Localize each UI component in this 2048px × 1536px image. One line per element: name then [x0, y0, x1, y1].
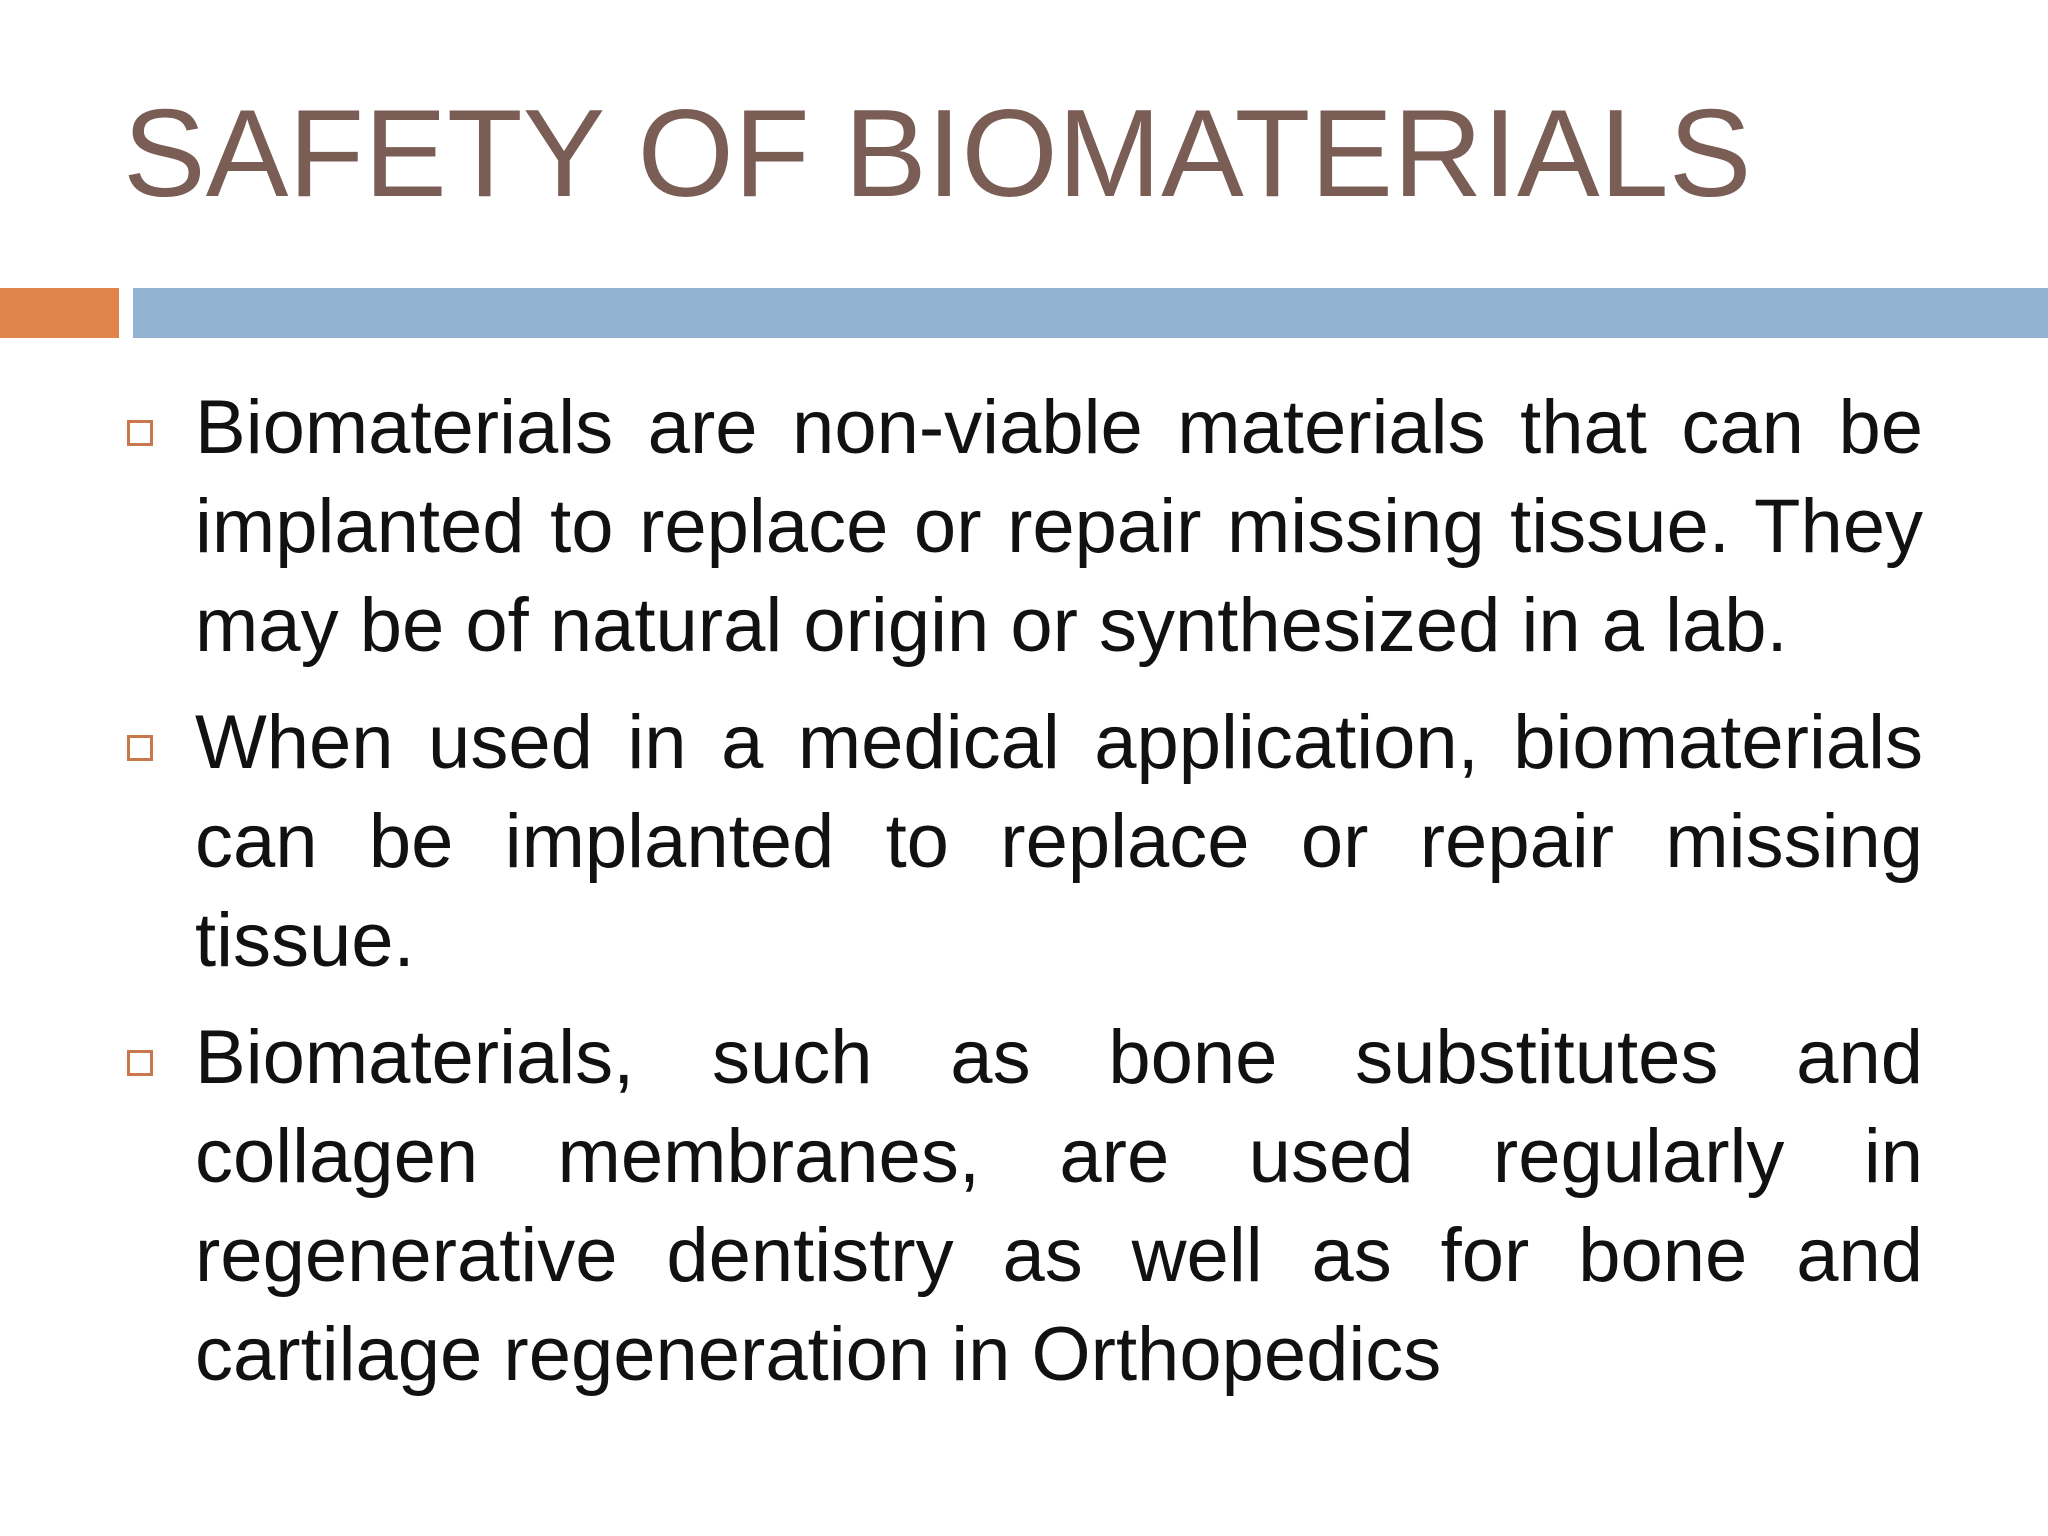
- bullet-text: Biomaterials are non-viable materials that can be implanted to replace or repair missing tissue. They may be of natural origin or synthesized in a lab.: [195, 385, 1923, 668]
- square-bullet-icon: [127, 735, 153, 761]
- bullet-item: [123, 1008, 1923, 1404]
- square-bullet-icon: [127, 1050, 153, 1076]
- square-bullet-icon: [127, 420, 153, 446]
- slide-title: SAFETY OF BIOMATERIALS: [123, 85, 1752, 223]
- bullet-text: Biomaterials, such as bone substitutes and collagen membranes, are used regularly in regenerative dentistry as well as for bone and cartilage regeneration in Orthopedics: [195, 1015, 1923, 1397]
- bullet-text: When used in a medical application, biomaterials can be implanted to replace or repair missing tissue.: [195, 700, 1923, 983]
- title-accent-bar-orange: [0, 288, 119, 338]
- title-accent-bar-blue: [133, 288, 2048, 338]
- bullet-item: [123, 378, 1923, 675]
- bullet-item: [123, 693, 1923, 990]
- bullet-list: [123, 378, 1923, 1422]
